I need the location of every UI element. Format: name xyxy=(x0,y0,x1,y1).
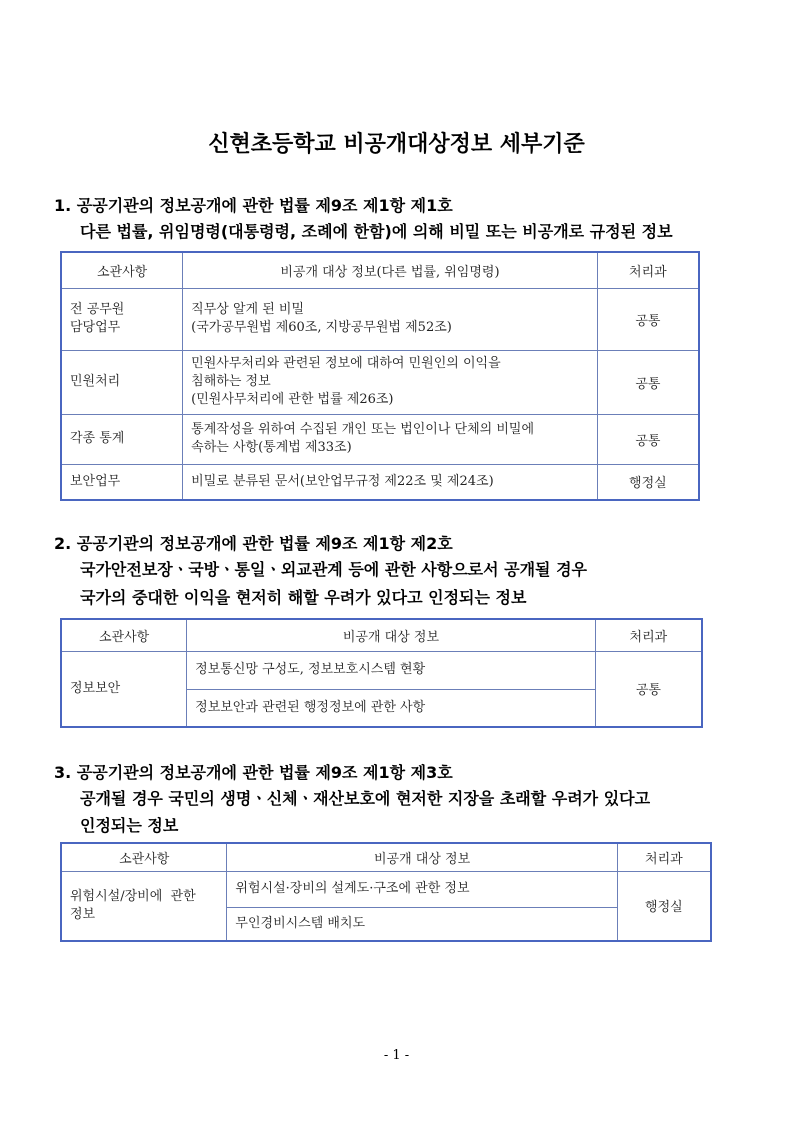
section-2-table xyxy=(60,618,703,728)
dept-cell: 공통 xyxy=(597,350,699,414)
table-row xyxy=(61,350,699,414)
header-cell: 소관사항 xyxy=(61,252,183,288)
info-cell: 무인경비시스템 배치도 xyxy=(227,907,617,941)
table-header-row xyxy=(61,252,699,288)
info-cell: 정보통신망 구성도, 정보보호시스템 현황 xyxy=(187,651,596,689)
section-1-subheading: 다른 법률, 위임명령(대통령령, 조례에 한함)에 의해 비밀 또는 비공개로 규정된 정보 xyxy=(80,222,673,241)
header-cell: 비공개 대상 정보 xyxy=(187,619,596,651)
info-cell xyxy=(183,414,598,464)
area-line: 정보 xyxy=(70,906,96,922)
info-cell: 정보보안과 관련된 행정정보에 관한 사항 xyxy=(187,689,596,727)
area-line: 민원처리 xyxy=(70,374,121,389)
section-3-subheading: 공개될 경우 국민의 생명ㆍ신체ㆍ재산보호에 현저한 지장을 초래할 우려가 있다고 xyxy=(80,789,651,808)
section-2-heading: 2. 공공기관의 정보공개에 관한 법률 제9조 제1항 제2호 xyxy=(54,534,453,553)
area-line: 각종 통계 xyxy=(70,431,125,446)
header-cell: 처리과 xyxy=(597,252,699,288)
info-line: 속하는 사항(통계법 제33조) xyxy=(191,440,352,455)
table-row xyxy=(61,651,702,689)
table-row xyxy=(61,871,711,907)
info-line: 직무상 알게 된 비밀 xyxy=(191,302,305,317)
info-line: 통계작성을 위하여 수집된 개인 또는 법인이나 단체의 비밀에 xyxy=(191,422,535,437)
section-1-heading: 1. 공공기관의 정보공개에 관한 법률 제9조 제1항 제1호 xyxy=(54,196,453,215)
section-1-table xyxy=(60,251,700,501)
area-line: 위험시설/장비에 관한 xyxy=(70,888,196,904)
table-row xyxy=(61,464,699,500)
header-cell: 비공개 대상 정보(다른 법률, 위임명령) xyxy=(183,252,598,288)
info-line: (국가공무원법 제60조, 지방공무원법 제52조) xyxy=(191,320,452,335)
area-cell: 정보보안 xyxy=(61,651,187,727)
header-cell: 소관사항 xyxy=(61,619,187,651)
area-cell xyxy=(61,464,183,500)
section-3-table xyxy=(60,842,712,942)
info-cell: 위험시설·장비의 설계도·구조에 관한 정보 xyxy=(227,871,617,907)
info-cell xyxy=(183,288,598,350)
area-cell xyxy=(61,350,183,414)
header-cell: 비공개 대상 정보 xyxy=(227,843,617,871)
area-cell xyxy=(61,414,183,464)
section-2-subheading: 국가안전보장ㆍ국방ㆍ통일ㆍ외교관계 등에 관한 사항으로서 공개될 경우 xyxy=(80,560,587,579)
info-line: 민원사무처리와 관련된 정보에 대하여 민원인의 이익을 xyxy=(191,356,501,371)
info-line: (민원사무처리에 관한 법률 제26조) xyxy=(191,392,394,407)
table-row xyxy=(61,288,699,350)
header-cell: 소관사항 xyxy=(61,843,227,871)
dept-cell: 공통 xyxy=(597,288,699,350)
area-cell xyxy=(61,871,227,941)
info-line: 침해하는 정보 xyxy=(191,374,271,389)
dept-cell: 행정실 xyxy=(617,871,711,941)
info-line: 비밀로 분류된 문서(보안업무규정 제22조 및 제24조) xyxy=(191,473,494,489)
header-cell: 처리과 xyxy=(595,619,702,651)
table-row xyxy=(61,414,699,464)
area-line: 담당업무 xyxy=(70,320,121,335)
table-header-row xyxy=(61,843,711,871)
dept-cell: 공통 xyxy=(595,651,702,727)
header-cell: 처리과 xyxy=(617,843,711,871)
info-cell xyxy=(183,350,598,414)
info-cell xyxy=(183,464,598,500)
area-cell xyxy=(61,288,183,350)
page-title: 신현초등학교 비공개대상정보 세부기준 xyxy=(208,132,585,157)
section-3-subheading: 인정되는 정보 xyxy=(80,816,179,835)
page-number: - 1 - xyxy=(383,1048,410,1063)
area-line: 보안업무 xyxy=(70,473,121,489)
area-line: 전 공무원 xyxy=(70,302,125,317)
table-header-row xyxy=(61,619,702,651)
dept-cell: 공통 xyxy=(597,414,699,464)
section-3-heading: 3. 공공기관의 정보공개에 관한 법률 제9조 제1항 제3호 xyxy=(54,763,453,782)
dept-cell: 행정실 xyxy=(597,464,699,500)
section-2-subheading: 국가의 중대한 이익을 현저히 해할 우려가 있다고 인정되는 정보 xyxy=(80,588,527,607)
